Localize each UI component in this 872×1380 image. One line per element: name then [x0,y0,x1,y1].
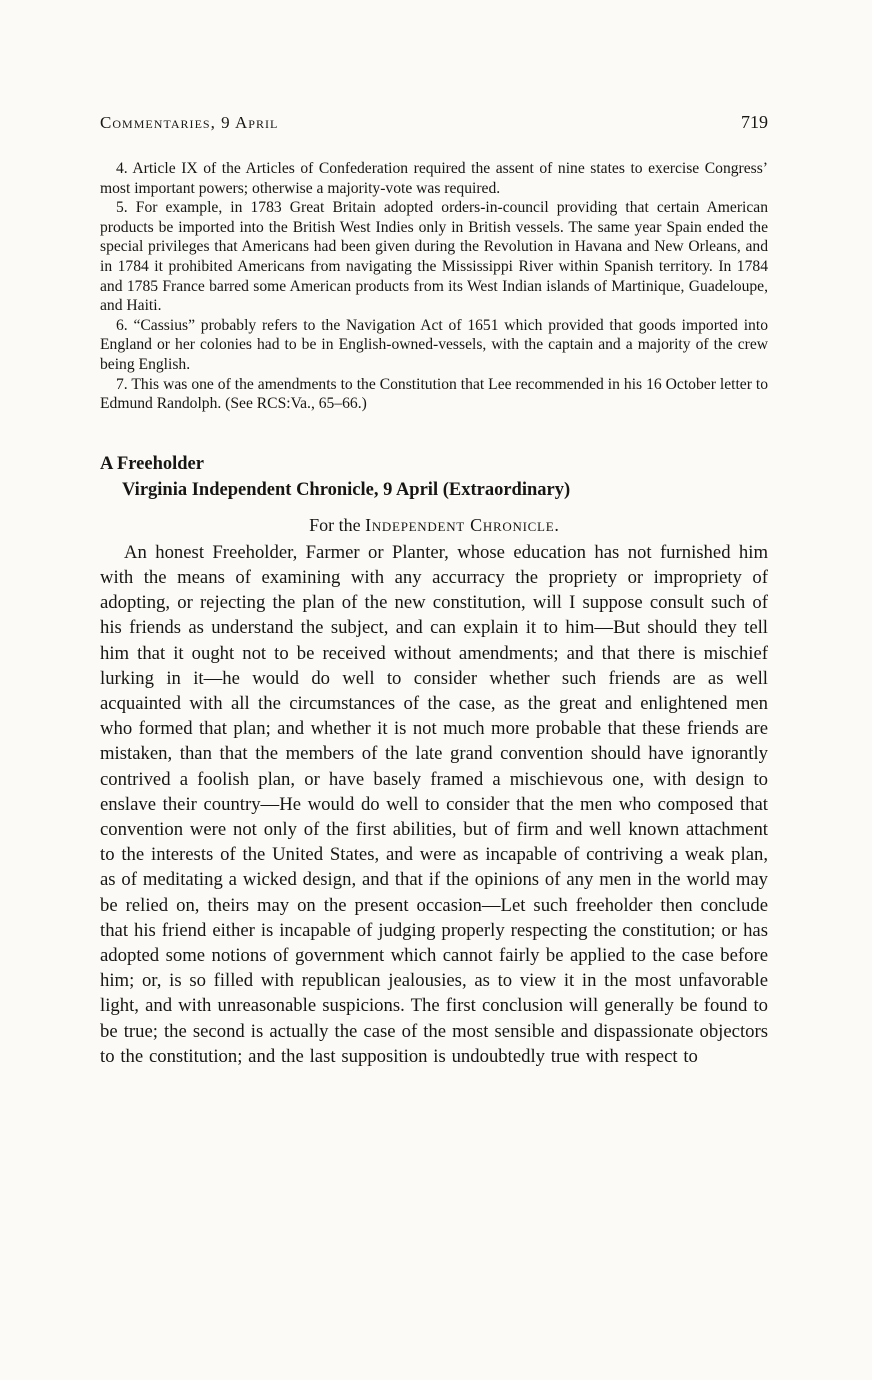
footnote-4: 4. Article IX of the Articles of Confederation required the assent of nine states to exercise Congress’ most important powers; otherwise a majority-vote was required. [100,160,768,197]
footnote-6: 6. “Cassius” probably refers to the Navigation Act of 1651 which provided that goods imported into England or her colonies had to be in English-owned-vessels, with the captain and a majority of the crew being English. [100,316,768,373]
dateline-prefix: For the [309,514,366,535]
body-paragraph: An honest Freeholder, Farmer or Planter, whose education has not furnished him with the means of examining with any accurracy the propriety or impropriety of adopting, or rejecting the plan of the new constitution, will I suppose consult such of his friends as understand the subject, and can explain it to him—But should they tell him that it ought not to be received without amendments; and that there is mischief lurking in it—he would do well to consider whether such friends are as well acquainted with all the circumstances of the case, as the great and enlightened men who formed that plan; and whether it is not much more probable that these friends are mistaken, than that the members of the late grand convention should have ignorantly contrived a foolish plan, or have basely framed a mischievous one, with design to enslave their country—He would do well to consider that the men who composed that convention were not only of the first abilities, but of firm and well known attachment to the interests of the United States, and were as incapable of contriving a weak plan, as of meditating a wicked design, and that if the opinions of any men in the world may be relied on, theirs may on the present occasion—Let such freeholder then conclude that his friend either is incapable of judging properly respecting the constitution; or has adopted some notions of government which cannot fairly be applied to the case before him; or, is so filled with republican jealousies, as to view it in the most unfavorable light, and with unreasonable suspicions. The first conclusion will generally be found to be true; the second is actually the case of the most sensible and dispassionate objectors to the constitution; and the last supposition is undoubtedly true with respect to [100,541,768,1067]
footnote-5: 5. For example, in 1783 Great Britain adopted orders-in-council providing that certain American products be imported into the British West Indies only in British vessels. The same year Spain ended the special privileges that Americans had been given during the Revolution in Havana and New Orleans, and in 1784 it prohibited Americans from navigating the Mississippi River within Spanish territory. In 1784 and 1785 France barred some American products from its West Indian islands of Martinique, Guadeloupe, and Haiti. [100,199,768,315]
dateline [100,515,768,536]
page-number: 719 [741,112,768,132]
running-head [100,112,768,133]
dateline-publication-name: Independent Chronicle [365,514,555,535]
footnotes-block [100,159,768,414]
document-page [100,0,768,1069]
running-title: Commentaries, 9 April [100,113,279,132]
section-source-heading: Virginia Independent Chronicle, 9 April (Extraordinary) [122,479,571,500]
section-author-heading: A Freeholder [100,453,204,474]
footnote-7: 7. This was one of the amendments to the Constitution that Lee recommended in his 16 October letter to Edmund Randolph. (See RCS:Va., 65–66.) [100,375,768,413]
dateline-suffix: . [554,514,559,535]
